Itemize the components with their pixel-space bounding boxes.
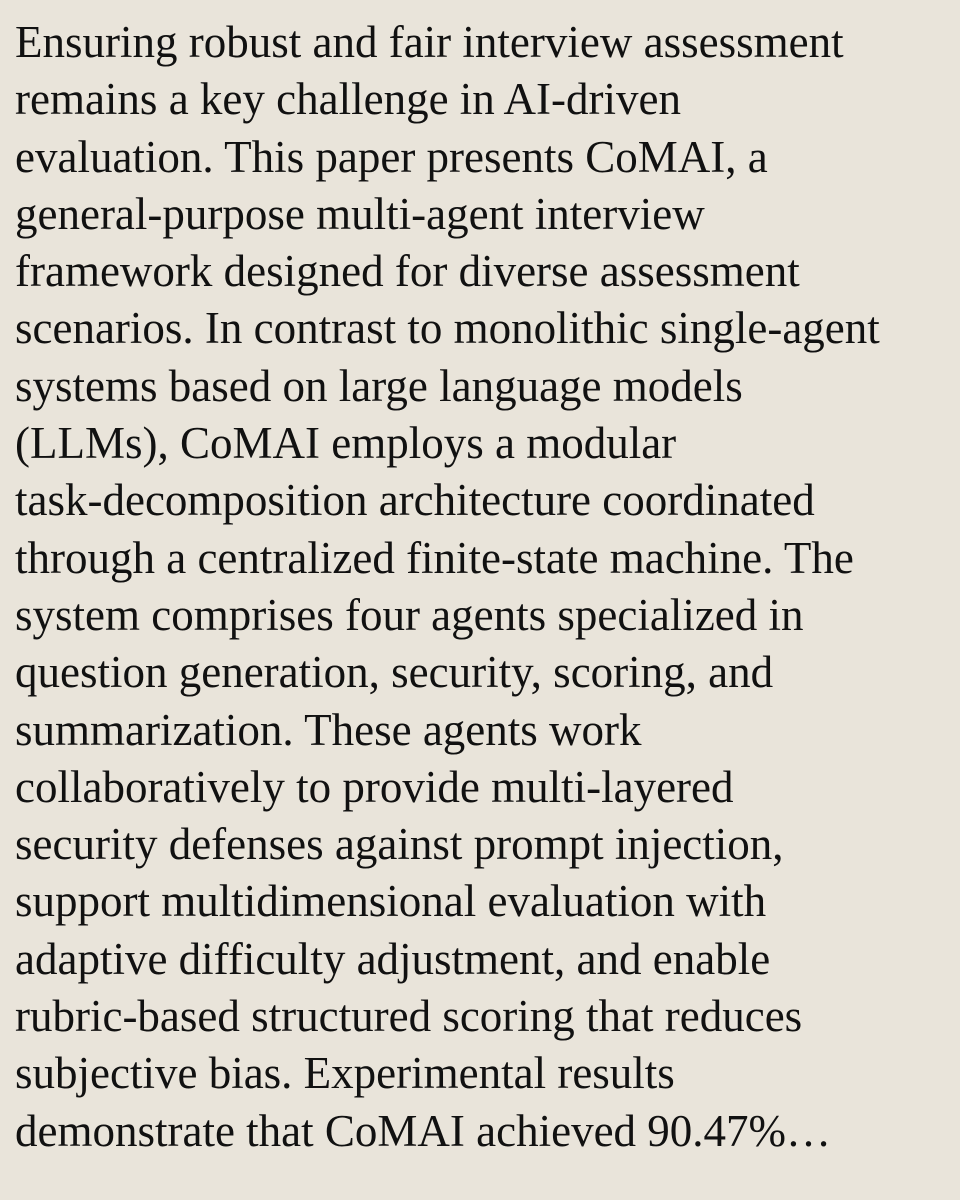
abstract-line: through a centralized finite-state machine. The — [15, 532, 854, 583]
abstract-line: task-decomposition architecture coordinated — [15, 475, 815, 526]
abstract-line: subjective bias. Experimental results — [15, 1048, 675, 1099]
abstract-line: scenarios. In contrast to monolithic single-agent — [15, 303, 880, 354]
abstract-line: security defenses against prompt injection, — [15, 819, 784, 870]
abstract-line: framework designed for diverse assessment — [15, 246, 800, 297]
abstract-line: evaluation. This paper presents CoMAI, a — [15, 131, 768, 182]
abstract-line: systems based on large language models — [15, 360, 743, 411]
abstract-line: rubric-based structured scoring that reduces — [15, 991, 803, 1042]
abstract-line: collaboratively to provide multi-layered — [15, 761, 734, 812]
abstract-text — [15, 14, 955, 1160]
abstract-line: general-purpose multi-agent interview — [15, 188, 705, 239]
abstract-line: summarization. These agents work — [15, 704, 642, 755]
abstract-line: question generation, security, scoring, and — [15, 647, 774, 698]
abstract-line: system comprises four agents specialized in — [15, 589, 804, 640]
abstract-line: adaptive difficulty adjustment, and enable — [15, 933, 771, 984]
abstract-line: Ensuring robust and fair interview assessment — [15, 17, 844, 67]
abstract-line: (LLMs), CoMAI employs a modular — [15, 418, 677, 469]
abstract-line: support multidimensional evaluation with — [15, 876, 767, 927]
abstract-line: remains a key challenge in AI-driven — [15, 74, 681, 125]
abstract-line: demonstrate that CoMAI achieved 90.47%… — [15, 1105, 832, 1156]
